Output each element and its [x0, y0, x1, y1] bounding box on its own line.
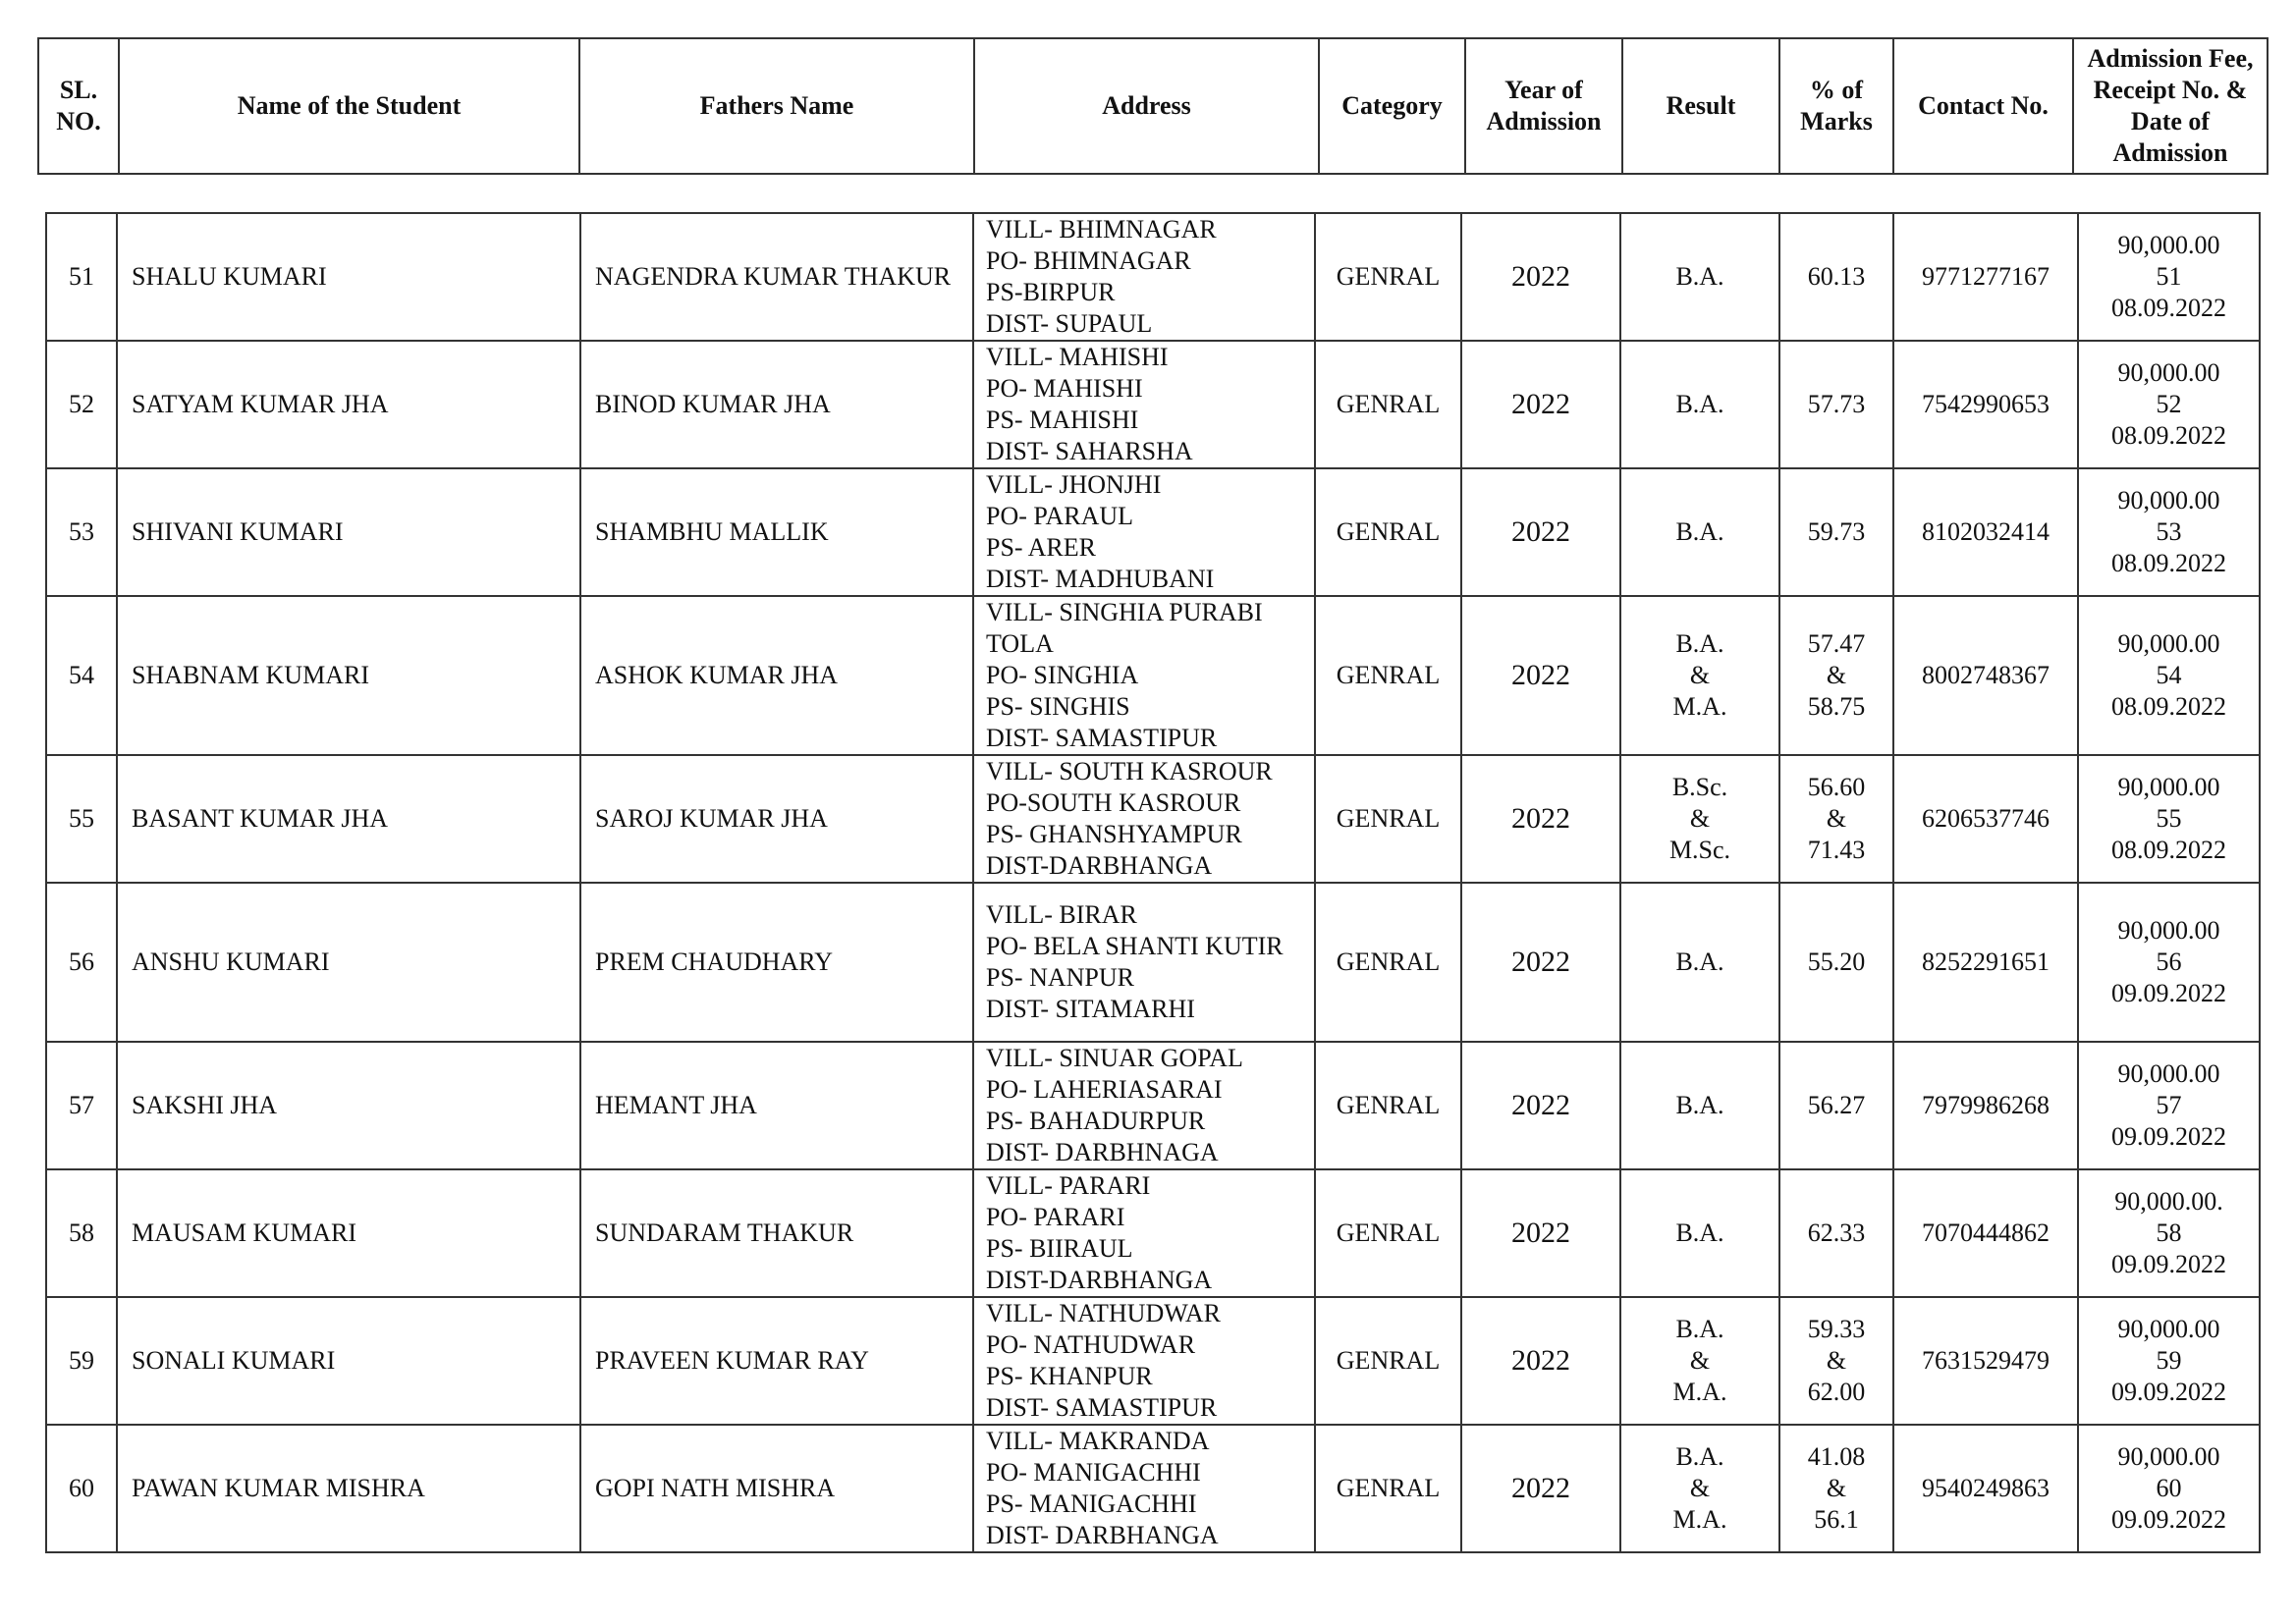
cell-sl-no: 56	[46, 883, 117, 1042]
cell-student-name: PAWAN KUMAR MISHRA	[117, 1425, 580, 1552]
cell-address-line: PO-SOUTH KASROUR	[986, 788, 1241, 817]
cell-category: GENRAL	[1315, 1425, 1461, 1552]
cell-address	[973, 1042, 1315, 1169]
header-category: Category	[1319, 38, 1465, 174]
cell-result-line: B.A.	[1675, 1442, 1724, 1471]
cell-address-line: VILL- SINUAR GOPAL	[986, 1044, 1243, 1072]
cell-address-line: PS- ARER	[986, 533, 1096, 562]
cell-admission-fee-line: 90,000.00	[2117, 916, 2220, 945]
header-fathers-name: Fathers Name	[579, 38, 974, 174]
cell-address-line: PO- LAHERIASARAI	[986, 1075, 1223, 1104]
cell-result	[1620, 1169, 1779, 1297]
cell-admission-fee-line: 09.09.2022	[2111, 1122, 2226, 1151]
cell-student-name: SAKSHI JHA	[117, 1042, 580, 1169]
cell-student-name: SATYAM KUMAR JHA	[117, 341, 580, 468]
header-result: Result	[1622, 38, 1779, 174]
table-row	[46, 213, 2260, 341]
cell-category: GENRAL	[1315, 468, 1461, 596]
cell-result	[1620, 1297, 1779, 1425]
cell-address-line: VILL- BHIMNAGAR	[986, 215, 1217, 244]
cell-result-line: M.Sc.	[1668, 836, 1731, 864]
cell-address-line: PS- MAHISHI	[986, 406, 1139, 434]
cell-year: 2022	[1461, 1297, 1620, 1425]
cell-sl-no: 54	[46, 596, 117, 755]
cell-address-line: PS- SINGHIS	[986, 692, 1130, 721]
cell-address-line: PO- MAHISHI	[986, 374, 1143, 403]
cell-address	[973, 1169, 1315, 1297]
cell-address	[973, 883, 1315, 1042]
cell-admission-fee-line: 90,000.00	[2117, 486, 2220, 514]
cell-admission-fee	[2078, 755, 2260, 883]
cell-admission-fee	[2078, 213, 2260, 341]
cell-fathers-name: SHAMBHU MALLIK	[580, 468, 973, 596]
cell-address-line: DIST- DARBHNAGA	[986, 1138, 1219, 1166]
table-row	[46, 883, 2260, 1042]
cell-marks	[1779, 341, 1893, 468]
cell-category: GENRAL	[1315, 755, 1461, 883]
table-row	[46, 341, 2260, 468]
table-row	[46, 1425, 2260, 1552]
cell-admission-fee-line: 09.09.2022	[2111, 1505, 2226, 1534]
cell-category: GENRAL	[1315, 883, 1461, 1042]
cell-contact-no: 9771277167	[1893, 213, 2078, 341]
cell-student-name: BASANT KUMAR JHA	[117, 755, 580, 883]
cell-result	[1620, 213, 1779, 341]
cell-address-line: PS- MANIGACHHI	[986, 1489, 1197, 1518]
cell-address	[973, 468, 1315, 596]
cell-admission-fee	[2078, 341, 2260, 468]
cell-student-name: SHALU KUMARI	[117, 213, 580, 341]
cell-address-line: DIST-DARBHANGA	[986, 851, 1213, 880]
cell-address-line: VILL- MAHISHI	[986, 343, 1169, 371]
cell-sl-no: 59	[46, 1297, 117, 1425]
cell-result-line: &	[1689, 1346, 1711, 1375]
cell-address-line: VILL- SOUTH KASROUR	[986, 757, 1273, 785]
cell-year: 2022	[1461, 1169, 1620, 1297]
cell-sl-no: 60	[46, 1425, 117, 1552]
cell-address-line: DIST- MADHUBANI	[986, 565, 1215, 593]
cell-admission-fee	[2078, 596, 2260, 755]
cell-address-line: PS- NANPUR	[986, 963, 1134, 992]
cell-address-line: VILL- NATHUDWAR	[986, 1299, 1222, 1327]
cell-result-line: B.A.	[1675, 517, 1724, 546]
cell-admission-fee-line: 08.09.2022	[2111, 836, 2226, 864]
cell-admission-fee-line: 54	[2156, 661, 2182, 689]
cell-result	[1620, 1425, 1779, 1552]
cell-result-line: &	[1689, 661, 1711, 689]
cell-address-line: VILL- JHONJHI	[986, 470, 1162, 499]
header-year-of-admission: Year of Admission	[1465, 38, 1622, 174]
cell-marks-line: 41.08	[1807, 1442, 1866, 1471]
student-admission-table	[45, 212, 2261, 1553]
cell-contact-no: 6206537746	[1893, 755, 2078, 883]
cell-marks-line: 71.43	[1807, 836, 1866, 864]
cell-admission-fee-line: 08.09.2022	[2111, 692, 2226, 721]
cell-admission-fee-line: 58	[2156, 1218, 2182, 1247]
cell-sl-no: 53	[46, 468, 117, 596]
cell-contact-no: 7979986268	[1893, 1042, 2078, 1169]
cell-address-line: PS-BIRPUR	[986, 278, 1116, 306]
cell-marks-line: 59.73	[1807, 517, 1866, 546]
table-row	[46, 1297, 2260, 1425]
header-admission-fee: Admission Fee, Receipt No. & Date of Admission	[2073, 38, 2268, 174]
cell-address-line: PS- KHANPUR	[986, 1362, 1153, 1390]
cell-result-line: B.A.	[1675, 262, 1724, 291]
cell-marks	[1779, 1169, 1893, 1297]
cell-address-line: PO- PARAUL	[986, 502, 1134, 530]
cell-marks	[1779, 596, 1893, 755]
cell-address-line: PS- BAHADURPUR	[986, 1107, 1206, 1135]
cell-admission-fee	[2078, 1297, 2260, 1425]
cell-marks-line: &	[1826, 661, 1847, 689]
column-header-table	[37, 37, 2269, 175]
cell-fathers-name: GOPI NATH MISHRA	[580, 1425, 973, 1552]
cell-marks-line: 57.73	[1807, 390, 1866, 418]
cell-student-name: SHABNAM KUMARI	[117, 596, 580, 755]
cell-result	[1620, 755, 1779, 883]
cell-contact-no: 7542990653	[1893, 341, 2078, 468]
cell-address-line: VILL- MAKRANDA	[986, 1427, 1210, 1455]
cell-fathers-name: PRAVEEN KUMAR RAY	[580, 1297, 973, 1425]
cell-marks	[1779, 1042, 1893, 1169]
cell-result	[1620, 468, 1779, 596]
cell-address-line: DIST- SITAMARHI	[986, 995, 1195, 1023]
cell-marks-line: &	[1826, 1474, 1847, 1502]
cell-category: GENRAL	[1315, 596, 1461, 755]
cell-marks-line: 59.33	[1807, 1315, 1866, 1343]
cell-address-line: PO- SINGHIA	[986, 661, 1139, 689]
cell-admission-fee-line: 59	[2156, 1346, 2182, 1375]
cell-address-line: VILL- BIRAR	[986, 900, 1137, 929]
cell-marks	[1779, 883, 1893, 1042]
cell-address-line: PS- GHANSHYAMPUR	[986, 820, 1242, 848]
cell-admission-fee-line: 90,000.00	[2117, 773, 2220, 801]
cell-admission-fee-line: 53	[2156, 517, 2182, 546]
cell-marks-line: 57.47	[1807, 629, 1866, 658]
cell-result-line: B.A.	[1675, 947, 1724, 976]
cell-category: GENRAL	[1315, 1042, 1461, 1169]
cell-admission-fee-line: 90,000.00.	[2114, 1187, 2223, 1216]
cell-marks-line: &	[1826, 1346, 1847, 1375]
cell-contact-no: 8002748367	[1893, 596, 2078, 755]
cell-student-name: ANSHU KUMARI	[117, 883, 580, 1042]
cell-admission-fee	[2078, 1169, 2260, 1297]
header-student-name: Name of the Student	[119, 38, 579, 174]
table-row	[46, 468, 2260, 596]
cell-admission-fee-line: 90,000.00	[2117, 1442, 2220, 1471]
cell-contact-no: 8252291651	[1893, 883, 2078, 1042]
cell-sl-no: 55	[46, 755, 117, 883]
table-row	[46, 1042, 2260, 1169]
cell-address-line: VILL- PARARI	[986, 1171, 1151, 1200]
cell-result-line: &	[1689, 1474, 1711, 1502]
table-row	[46, 755, 2260, 883]
cell-result-line: B.A.	[1675, 1315, 1724, 1343]
cell-category: GENRAL	[1315, 1297, 1461, 1425]
cell-marks	[1779, 1425, 1893, 1552]
cell-marks	[1779, 468, 1893, 596]
cell-address-line: DIST- SAHARSHA	[986, 437, 1193, 465]
cell-admission-fee-line: 09.09.2022	[2111, 1378, 2226, 1406]
cell-marks	[1779, 213, 1893, 341]
cell-address-line: PO- MANIGACHHI	[986, 1458, 1201, 1487]
cell-address-line: PO- BELA SHANTI KUTIR	[986, 932, 1284, 960]
cell-admission-fee-line: 08.09.2022	[2111, 549, 2226, 577]
cell-marks-line: 56.1	[1814, 1505, 1859, 1534]
cell-address-line: DIST- DARBHANGA	[986, 1521, 1219, 1549]
cell-student-name: SONALI KUMARI	[117, 1297, 580, 1425]
cell-year: 2022	[1461, 883, 1620, 1042]
cell-marks-line: 55.20	[1807, 947, 1866, 976]
cell-marks	[1779, 755, 1893, 883]
cell-year: 2022	[1461, 755, 1620, 883]
cell-admission-fee-line: 55	[2156, 804, 2182, 833]
cell-contact-no: 7070444862	[1893, 1169, 2078, 1297]
cell-fathers-name: SUNDARAM THAKUR	[580, 1169, 973, 1297]
cell-fathers-name: HEMANT JHA	[580, 1042, 973, 1169]
cell-address-line: PS- BIIRAUL	[986, 1234, 1133, 1263]
cell-address-line: DIST- SUPAUL	[986, 309, 1153, 338]
cell-address	[973, 596, 1315, 755]
cell-year: 2022	[1461, 468, 1620, 596]
cell-marks-line: &	[1826, 804, 1847, 833]
cell-result-line: B.A.	[1675, 1091, 1724, 1119]
cell-marks-line: 56.60	[1807, 773, 1866, 801]
cell-admission-fee-line: 90,000.00	[2117, 1059, 2220, 1088]
cell-admission-fee-line: 09.09.2022	[2111, 1250, 2226, 1278]
cell-sl-no: 58	[46, 1169, 117, 1297]
cell-admission-fee	[2078, 1425, 2260, 1552]
cell-admission-fee	[2078, 883, 2260, 1042]
header-address: Address	[974, 38, 1319, 174]
header-sl-no: SL. NO.	[38, 38, 119, 174]
cell-admission-fee-line: 08.09.2022	[2111, 294, 2226, 322]
header-row	[38, 38, 2268, 174]
cell-address-line: DIST- SAMASTIPUR	[986, 1393, 1218, 1422]
cell-address	[973, 1297, 1315, 1425]
cell-address	[973, 755, 1315, 883]
cell-admission-fee-line: 90,000.00	[2117, 629, 2220, 658]
cell-contact-no: 7631529479	[1893, 1297, 2078, 1425]
header-percent-marks: % of Marks	[1779, 38, 1893, 174]
cell-address-line: DIST- SAMASTIPUR	[986, 724, 1218, 752]
cell-address-line: PO- PARARI	[986, 1203, 1125, 1231]
cell-fathers-name: NAGENDRA KUMAR THAKUR	[580, 213, 973, 341]
cell-year: 2022	[1461, 596, 1620, 755]
cell-result-line: B.A.	[1675, 629, 1724, 658]
cell-result-line: M.A.	[1672, 1378, 1727, 1406]
cell-result-line: M.A.	[1672, 1505, 1727, 1534]
cell-category: GENRAL	[1315, 213, 1461, 341]
cell-marks-line: 62.33	[1807, 1218, 1866, 1247]
cell-student-name: MAUSAM KUMARI	[117, 1169, 580, 1297]
cell-address-line: PO- BHIMNAGAR	[986, 246, 1191, 275]
cell-admission-fee-line: 09.09.2022	[2111, 979, 2226, 1007]
cell-admission-fee-line: 90,000.00	[2117, 358, 2220, 387]
cell-address	[973, 213, 1315, 341]
cell-sl-no: 52	[46, 341, 117, 468]
cell-result	[1620, 883, 1779, 1042]
cell-result-line: M.A.	[1672, 692, 1727, 721]
cell-admission-fee-line: 90,000.00	[2117, 231, 2220, 259]
cell-admission-fee-line: 60	[2156, 1474, 2182, 1502]
cell-year: 2022	[1461, 1425, 1620, 1552]
cell-address-line: DIST-DARBHANGA	[986, 1266, 1213, 1294]
cell-sl-no: 57	[46, 1042, 117, 1169]
cell-sl-no: 51	[46, 213, 117, 341]
cell-marks	[1779, 1297, 1893, 1425]
cell-address	[973, 341, 1315, 468]
cell-admission-fee	[2078, 468, 2260, 596]
cell-category: GENRAL	[1315, 341, 1461, 468]
cell-result-line: B.Sc.	[1671, 773, 1728, 801]
cell-result-line: B.A.	[1675, 1218, 1724, 1247]
cell-result-line: &	[1689, 804, 1711, 833]
cell-year: 2022	[1461, 341, 1620, 468]
cell-fathers-name: PREM CHAUDHARY	[580, 883, 973, 1042]
cell-fathers-name: ASHOK KUMAR JHA	[580, 596, 973, 755]
cell-address-line: VILL- SINGHIA PURABI TOLA	[986, 598, 1263, 658]
cell-category: GENRAL	[1315, 1169, 1461, 1297]
cell-result	[1620, 1042, 1779, 1169]
cell-year: 2022	[1461, 1042, 1620, 1169]
cell-result	[1620, 341, 1779, 468]
cell-marks-line: 60.13	[1807, 262, 1866, 291]
cell-marks-line: 62.00	[1807, 1378, 1866, 1406]
cell-admission-fee	[2078, 1042, 2260, 1169]
cell-result	[1620, 596, 1779, 755]
cell-contact-no: 8102032414	[1893, 468, 2078, 596]
table-body	[46, 213, 2260, 1552]
cell-address	[973, 1425, 1315, 1552]
cell-admission-fee-line: 90,000.00	[2117, 1315, 2220, 1343]
cell-admission-fee-line: 08.09.2022	[2111, 421, 2226, 450]
cell-fathers-name: BINOD KUMAR JHA	[580, 341, 973, 468]
cell-admission-fee-line: 51	[2156, 262, 2182, 291]
cell-fathers-name: SAROJ KUMAR JHA	[580, 755, 973, 883]
table-row	[46, 1169, 2260, 1297]
cell-contact-no: 9540249863	[1893, 1425, 2078, 1552]
header-contact-no: Contact No.	[1893, 38, 2073, 174]
cell-marks-line: 58.75	[1807, 692, 1866, 721]
cell-address-line: PO- NATHUDWAR	[986, 1330, 1196, 1359]
cell-result-line: B.A.	[1675, 390, 1724, 418]
cell-admission-fee-line: 56	[2156, 947, 2182, 976]
cell-student-name: SHIVANI KUMARI	[117, 468, 580, 596]
cell-marks-line: 56.27	[1807, 1091, 1866, 1119]
cell-year: 2022	[1461, 213, 1620, 341]
table-row	[46, 596, 2260, 755]
cell-admission-fee-line: 57	[2156, 1091, 2182, 1119]
cell-admission-fee-line: 52	[2156, 390, 2182, 418]
